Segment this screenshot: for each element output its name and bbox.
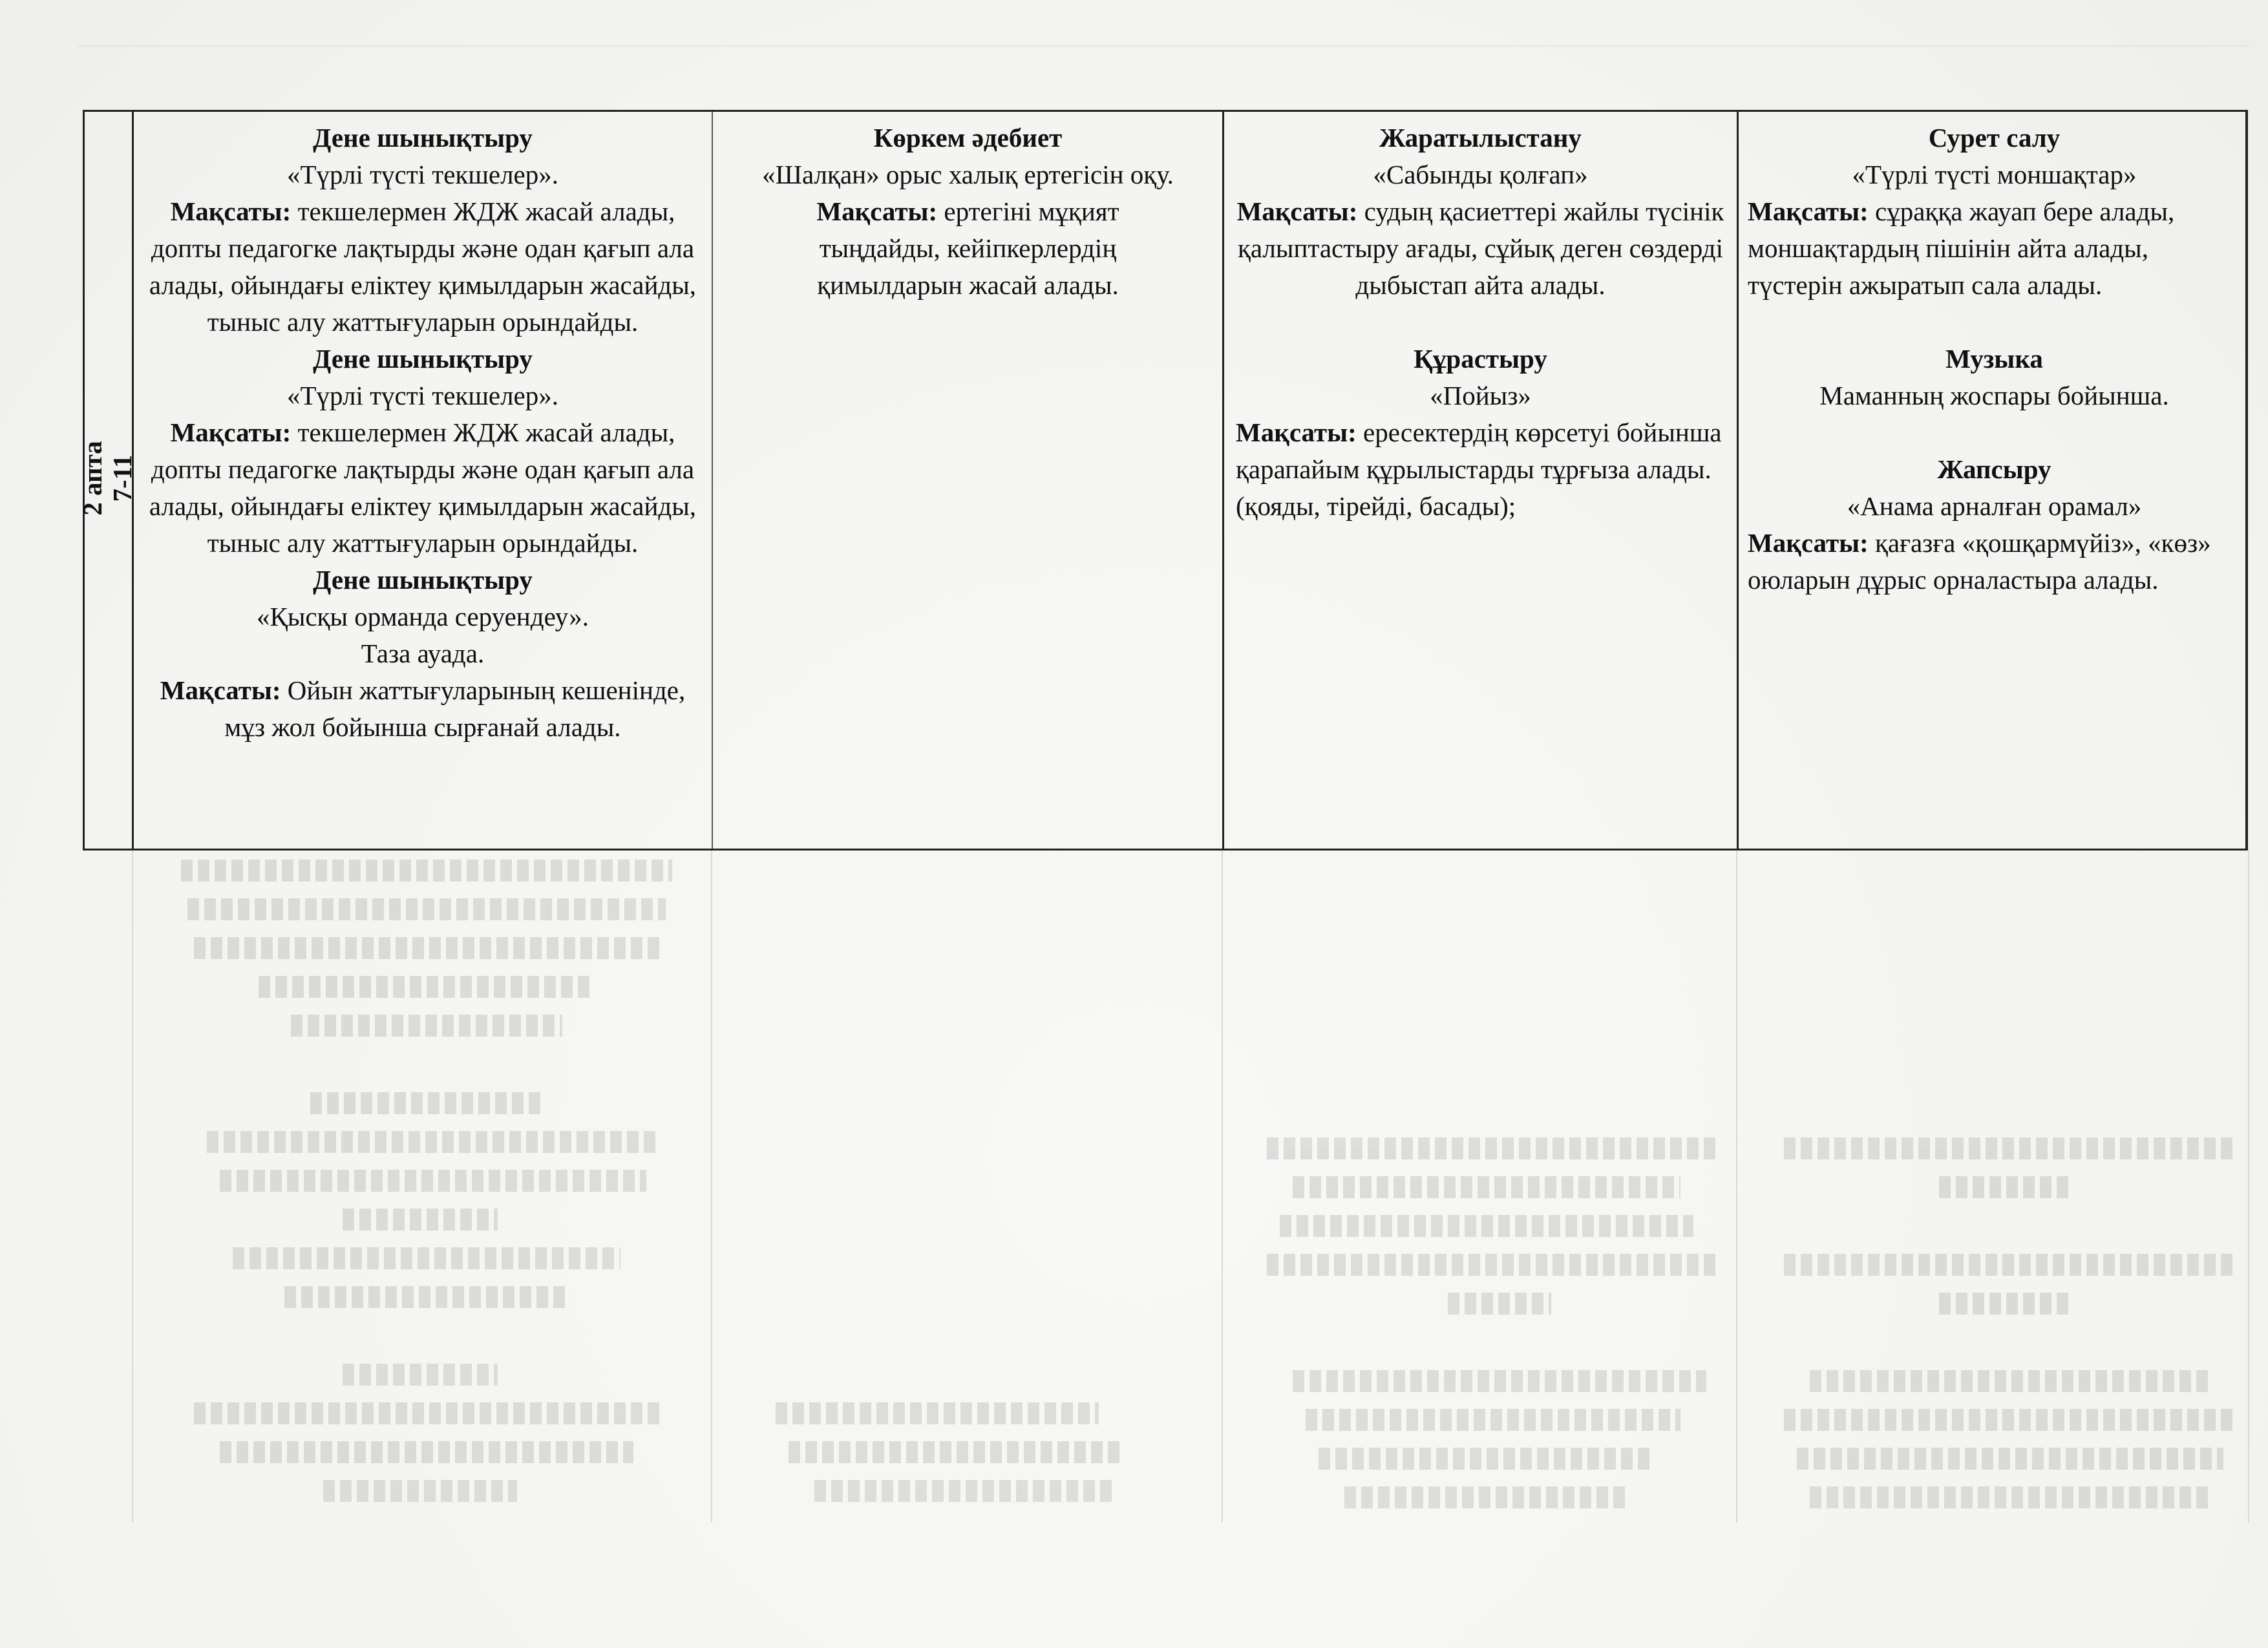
goal-text: текшелермен ЖДЖ жасай алады, допты педагогке лақтырды және одан қағып ала алады, ойындағы еліктеу қимылдарын жасайды, тыныс алу жаттығуларын орындайды. bbox=[149, 196, 697, 337]
week-dates: 7-11 bbox=[107, 454, 137, 502]
bleed-through-top bbox=[78, 0, 2249, 47]
subject-title: Жаратылыстану bbox=[1379, 123, 1582, 153]
week-label bbox=[78, 441, 137, 515]
goal-label: Мақсаты: bbox=[170, 417, 291, 447]
bleed-through-line bbox=[1736, 850, 1737, 1523]
lesson-goal bbox=[140, 672, 705, 746]
bleed-through-line bbox=[1222, 850, 1223, 1523]
cell-tuesday bbox=[714, 120, 1222, 304]
cell-wednesday bbox=[1224, 120, 1737, 525]
subject-title: Жапсыру bbox=[1937, 454, 2051, 484]
lesson-topic: «Пойыз» bbox=[1430, 381, 1531, 410]
lesson-goal bbox=[140, 193, 705, 341]
goal-text: сұраққа жауап бере алады, моншақтардың пішінін айта алады, түстерін ажыратып сала алады. bbox=[1748, 196, 2175, 300]
spacer bbox=[1748, 414, 2241, 451]
goal-label: Мақсаты: bbox=[160, 675, 281, 705]
subject-title: Музыка bbox=[1945, 344, 2043, 374]
goal-label: Мақсаты: bbox=[170, 196, 291, 226]
subject-title: Дене шынықтыру bbox=[313, 565, 533, 595]
bleed-through-line bbox=[2248, 850, 2249, 1523]
goal-label: Мақсаты: bbox=[1748, 528, 1869, 558]
lesson-topic: «Түрлі түсті текшелер». bbox=[287, 160, 558, 189]
lesson-topic: «Анама арналған орамал» bbox=[1847, 491, 2142, 521]
lesson-plan-table bbox=[83, 110, 2248, 850]
lesson-topic: «Түрлі түсті моншақтар» bbox=[1852, 160, 2137, 189]
lesson-goal bbox=[140, 414, 705, 562]
lesson-topic: «Шалқан» орыс халық ертегісін оқу. bbox=[762, 160, 1174, 189]
lesson-goal bbox=[1748, 193, 2241, 304]
bleed-through-line bbox=[711, 850, 712, 1523]
lesson-goal bbox=[1236, 193, 1725, 304]
lesson-topic: «Түрлі түсті текшелер». bbox=[287, 381, 558, 410]
lesson-goal bbox=[1236, 414, 1725, 525]
subject-title: Көркем әдебиет bbox=[873, 123, 1063, 153]
goal-text: қағазға «қошқармүйіз», «көз» оюларын дұрыс орналастыра алады. bbox=[1748, 528, 2211, 595]
goal-text: ересектердің көрсетуі бойынша қарапайым құрылыстарды тұрғыза алады. (қояды, тірейді, басады); bbox=[1236, 417, 1722, 521]
spacer bbox=[1748, 304, 2241, 341]
cell-monday bbox=[134, 120, 712, 746]
spacer bbox=[1236, 304, 1725, 341]
lesson-topic: «Қысқы орманда серуендеу». bbox=[256, 602, 589, 631]
subject-title: Дене шынықтыру bbox=[313, 123, 533, 153]
subject-title: Сурет салу bbox=[1928, 123, 2061, 153]
week-number: 2 апта bbox=[78, 441, 107, 516]
subject-title: Құрастыру bbox=[1414, 344, 1547, 374]
column-divider bbox=[712, 112, 713, 849]
lesson-location: Таза ауада. bbox=[361, 639, 485, 668]
goal-text: Ойын жаттығуларының кешенінде, мұз жол бойынша сырғанай алады. bbox=[224, 675, 686, 742]
goal-text: ертегіні мұқият тыңдайды, кейіпкерлердің қимылдарын жасай алады. bbox=[817, 196, 1119, 300]
goal-label: Мақсаты: bbox=[1236, 196, 1358, 226]
goal-label: Мақсаты: bbox=[1236, 417, 1357, 447]
lesson-topic: Маманның жоспары бойынша. bbox=[1819, 381, 2169, 410]
goal-text: текшелермен ЖДЖ жасай алады, допты педагогке лақтырды және одан қағып ала алады, ойындағы еліктеу қимылдарын жасайды, тыныс алу жаттығуларын орындайды. bbox=[149, 417, 697, 558]
subject-title: Дене шынықтыру bbox=[313, 344, 533, 374]
lesson-goal bbox=[723, 193, 1213, 304]
lesson-topic: «Сабынды қолғап» bbox=[1373, 160, 1588, 189]
lesson-goal bbox=[1748, 525, 2241, 598]
goal-label: Мақсаты: bbox=[1748, 196, 1869, 226]
week-label-cell bbox=[78, 110, 137, 850]
goal-text: судың қасиеттері жайлы түсінік қалыптастыру ағады, сұйық деген сөздерді дыбыстап айта алады. bbox=[1237, 196, 1724, 300]
cell-thursday bbox=[1739, 120, 2250, 598]
goal-label: Мақсаты: bbox=[816, 196, 938, 226]
bleed-through-line bbox=[132, 850, 133, 1523]
